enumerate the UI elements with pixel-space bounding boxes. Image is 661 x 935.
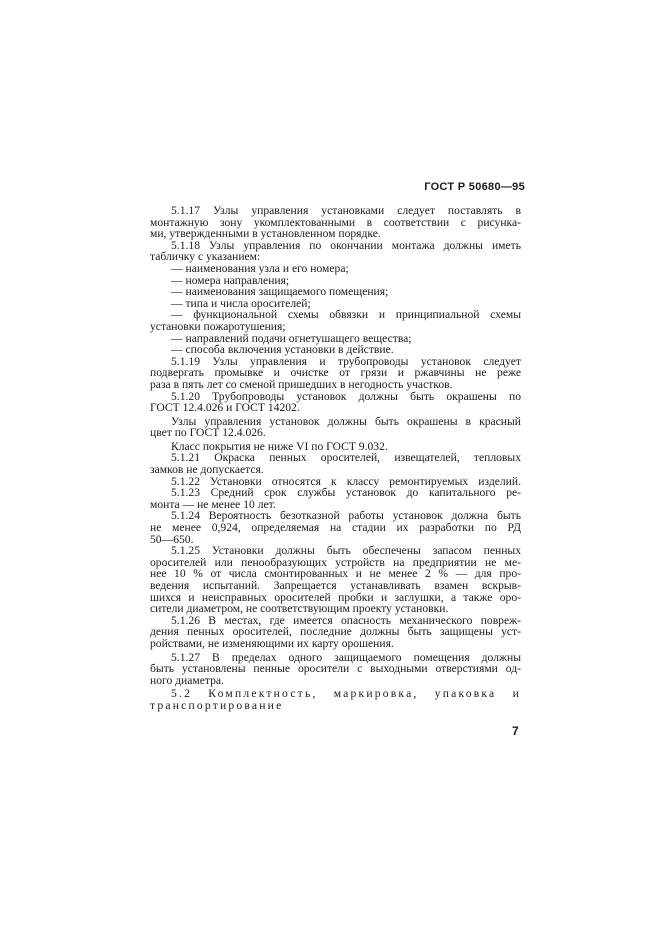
text-line: ведения испытаний. Запрещается устанавливать взамен вскрыв-: [150, 579, 521, 592]
list-item: — направлений подачи огнетушащего вещества;: [171, 331, 412, 345]
list-item: — функциональной схемы обвязки и принципиальной схемы: [171, 308, 521, 322]
list-item: — наименования защищаемого помещения;: [171, 285, 389, 299]
text-line: шихся и неисправных оросителей пробки и заглушки, а также оро-: [150, 590, 521, 604]
list-item: — типа и числа оросителей;: [171, 296, 311, 310]
text-line: 5.1.22 Установки относятся к классу ремонтируемых изделий.: [171, 474, 521, 488]
list-item: — способа включения установки в действие.: [171, 343, 394, 357]
section-heading: транспортирование: [150, 698, 284, 712]
text-line: не менее 0,924, определяемая на стадии их разработки по РД: [150, 521, 521, 535]
text-line: табличку с указанием:: [150, 250, 261, 264]
text-line: быть установлены пенные оросители с выходными отверстиями од-: [150, 662, 521, 676]
document-body: [150, 205, 521, 712]
page-number: 7: [512, 724, 519, 738]
text-line: раза в пять лет со сменой пришедших в негодность участков.: [150, 377, 453, 391]
text-line: цвет по ГОСТ 12.4.026.: [150, 426, 266, 440]
text-line: 5.1.21 Окраска пенных оросителей, извещателей, тепловых: [171, 451, 521, 465]
text-line: нее 10 % от числа смонтированных и не менее 2 % — для про-: [150, 567, 521, 581]
text-line: 5.1.23 Средний срок службы установок до капитального ре-: [171, 486, 521, 500]
text-line: подвергать промывке и очистке от грязи и ржавчины не реже: [150, 366, 521, 380]
text-line: 5.1.19 Узлы управления и трубопроводы установок следует: [171, 354, 521, 368]
text-line: 5.1.18 Узлы управления по окончании монтажа должны иметь: [171, 238, 521, 252]
text-line: 5.1.17 Узлы управления установками следует поставлять в: [171, 204, 521, 217]
section-heading: 5.2 Комплектность, маркировка, упаковка и: [171, 687, 521, 701]
text-line: замков не допускается.: [150, 463, 264, 477]
text-line: 5.1.26 В местах, где имеется опасность механического повреж-: [171, 613, 521, 627]
text-line: ГОСТ 12.4.026 и ГОСТ 14202.: [150, 401, 300, 415]
text-line: 5.1.24 Вероятность безотказной работы установок должна быть: [171, 509, 521, 523]
text-line: ройствами, не изменяющими их карту орошения.: [150, 636, 394, 650]
text-line: 50—650.: [150, 532, 194, 546]
text-line: монтажную зону укомплектованными в соответствии с рисунка-: [150, 215, 521, 229]
text-line: установки пожаротушения;: [150, 319, 286, 333]
text-line: 5.1.27 В пределах одного защищаемого помещения должны: [171, 650, 521, 664]
text-line: оросителей или пенообразующих устройств на предприятии не ме-: [150, 555, 521, 569]
text-line: 5.1.25 Установки должны быть обеспечены запасом пенных: [171, 544, 521, 558]
text-line: монта — не менее 10 лет.: [150, 497, 276, 511]
text-line: ного диаметра.: [150, 673, 224, 687]
text-line: Класс покрытия не ниже VI по ГОСТ 9.032.: [171, 439, 388, 453]
text-line: 5.1.20 Трубопроводы установок должны быть окрашены по: [171, 389, 521, 403]
text-line: ми, утвержденными в установленном порядке.: [150, 227, 381, 241]
list-item: — номера направления;: [171, 273, 290, 287]
text-line: Узлы управления установок должны быть окрашены в красный: [171, 414, 521, 428]
text-line: дения пенных оросителей, последние должны быть защищены уст-: [150, 625, 521, 639]
list-item: — наименования узла и его номера;: [171, 261, 349, 275]
text-line: сители диаметром, не соответствующим проекту установки.: [150, 602, 449, 616]
document-header: ГОСТ Р 50680—95: [424, 181, 525, 193]
